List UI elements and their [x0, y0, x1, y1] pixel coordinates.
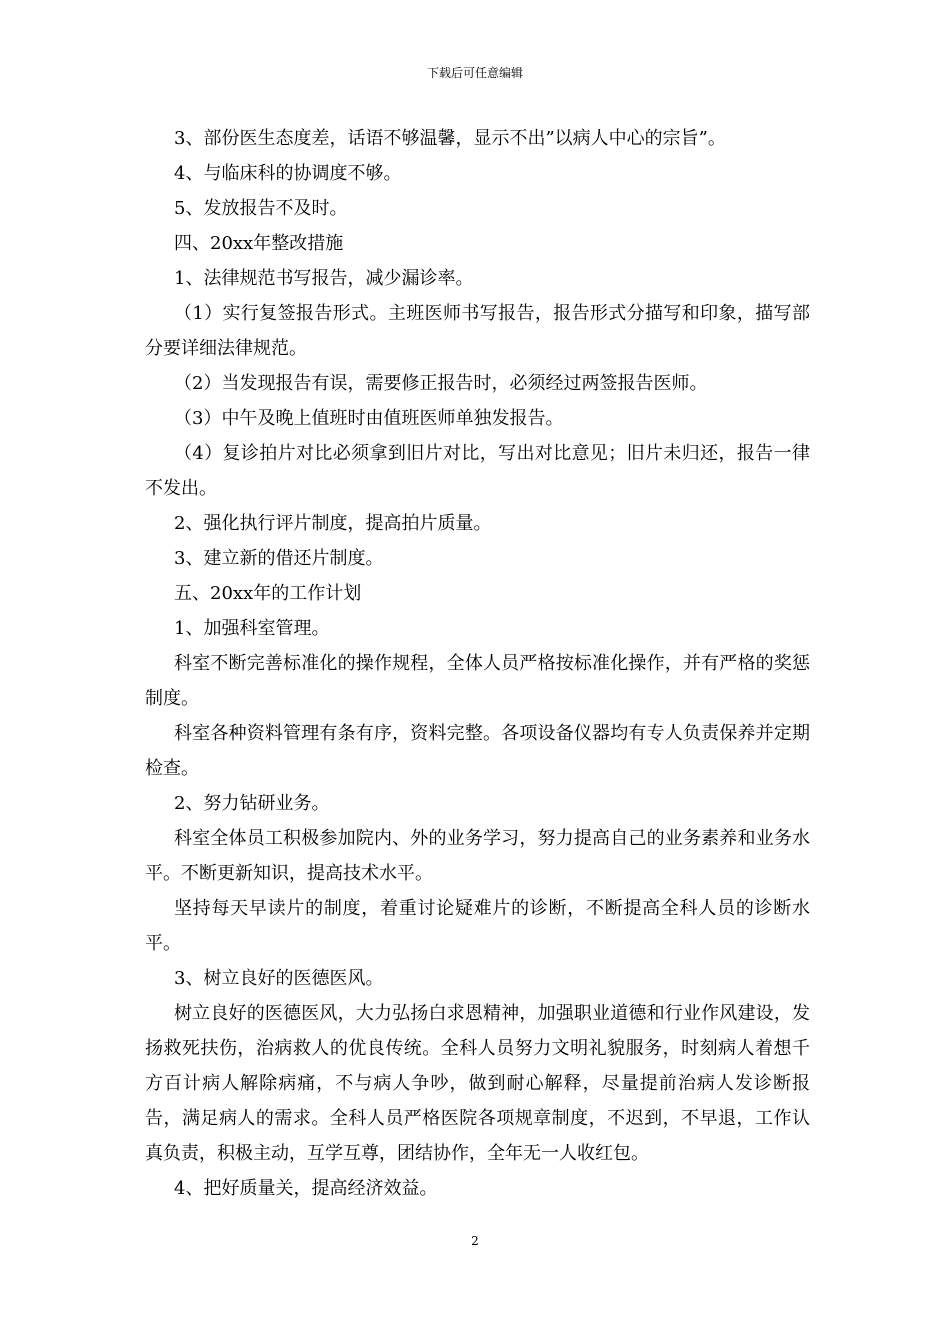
- paragraph-10: 2、强化执行评片制度，提高拍片质量。: [174, 513, 492, 534]
- paragraph-7: （2）当发现报告有误，需要修正报告时，必须经过两签报告医师。: [174, 373, 708, 394]
- section-heading-5: 五、20xx年的工作计划: [174, 583, 362, 604]
- paragraph-1: 3、部份医生态度差，话语不够温馨，显示不出”以病人中心的宗旨”。: [174, 128, 726, 149]
- paragraph-21: 4、把好质量关，提高经济效益。: [174, 1178, 438, 1199]
- paragraph-5: 1、法律规范书写报告，减少漏诊率。: [174, 268, 474, 289]
- paragraph-14: 科室不断完善标准化的操作规程，全体人员严格按标准化操作，并有严格的奖惩制度。: [145, 653, 810, 709]
- section-heading-4: 四、20xx年整改措施: [174, 233, 344, 254]
- paragraph-3: 5、发放报告不及时。: [174, 198, 348, 219]
- paragraph-9: （4）复诊拍片对比必须拿到旧片对比，写出对比意见；旧片未归还，报告一律不发出。: [145, 443, 810, 499]
- paragraph-11: 3、建立新的借还片制度。: [174, 548, 384, 569]
- paragraph-15: 科室各种资料管理有条有序，资料完整。各项设备仪器均有专人负责保养并定期检查。: [145, 723, 810, 779]
- paragraph-8: （3）中午及晚上值班时由值班医师单独发报告。: [174, 408, 564, 429]
- paragraph-6: （1）实行复签报告形式。主班医师书写报告，报告形式分描写和印象，描写部分要详细法律规范。: [145, 303, 810, 359]
- paragraph-16: 2、努力钻研业务。: [174, 793, 330, 814]
- page-number: 2: [471, 1234, 479, 1248]
- document-body: [145, 121, 810, 1206]
- header-note: 下载后可任意编辑: [426, 66, 523, 80]
- paragraph-13: 1、加强科室管理。: [174, 618, 330, 639]
- paragraph-19: 3、树立良好的医德医风。: [174, 968, 384, 989]
- paragraph-17: 科室全体员工积极参加院内、外的业务学习，努力提高自己的业务素养和业务水平。不断更新知识，提高技术水平。: [145, 828, 810, 884]
- paragraph-2: 4、与临床科的协调度不够。: [174, 163, 402, 184]
- paragraph-20: 树立良好的医德医风，大力弘扬白求恩精神，加强职业道德和行业作风建设，发扬救死扶伤，治病救人的优良传统。全科人员努力文明礼貌服务，时刻病人着想千方百计病人解除病痛，不与病人争吵，做到耐心解释，尽量提前治病人发诊断报告，满足病人的需求。全科人员严格医院各项规章制度，不迟到，不早退，工作认真负责，积极主动，互学互尊，团结协作，全年无一人收红包。: [145, 1003, 810, 1164]
- paragraph-18: 坚持每天早读片的制度，着重讨论疑难片的诊断，不断提高全科人员的诊断水平。: [145, 898, 810, 954]
